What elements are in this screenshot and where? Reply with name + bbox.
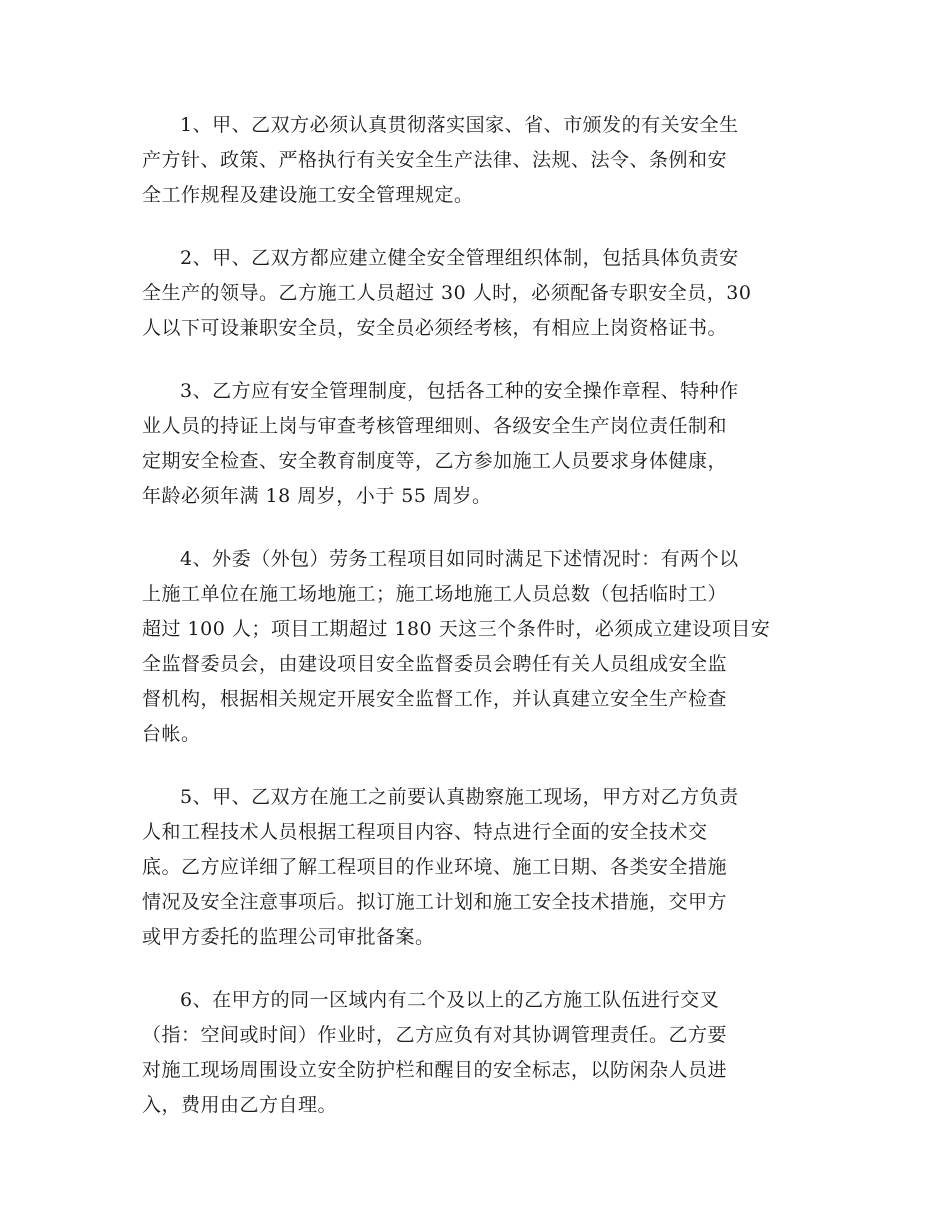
clause-5-line-2: 人和工程技术人员根据工程项目内容、特点进行全面的安全技术交 [142,821,708,843]
clause-4-line-1: 4、外委（外包）劳务工程项目如同时满足下述情况时：有两个以 [180,548,739,570]
clause-5 [142,780,810,955]
document-body [142,108,810,1151]
clause-5-line-4: 情况及安全注意事项后。拟订施工计划和施工安全技术措施，交甲方 [142,891,728,913]
clause-3-line-2: 业人员的持证上岗与审查考核管理细则、各级安全生产岗位责任制和 [142,415,728,437]
clause-6-line-2: （指：空间或时间）作业时，乙方应负有对其协调管理责任。乙方要 [142,1024,728,1046]
clause-2-line-1: 2、甲、乙双方都应建立健全安全管理组织体制，包括具体负责安 [180,247,739,269]
clause-1 [142,108,810,213]
clause-3-line-1: 3、乙方应有安全管理制度，包括各工种的安全操作章程、特种作 [180,380,739,402]
clause-4-line-5: 督机构，根据相关规定开展安全监督工作，并认真建立安全生产检查 [142,688,728,710]
clause-3-line-3: 定期安全检查、安全教育制度等，乙方参加施工人员要求身体健康， [142,450,728,472]
clause-4-line-4: 全监督委员会，由建设项目安全监督委员会聘任有关人员组成安全监 [142,653,728,675]
clause-6-line-3: 对施工现场周围设立安全防护栏和醒目的安全标志，以防闲杂人员进 [142,1059,728,1081]
clause-2-line-2: 全生产的领导。乙方施工人员超过 30 人时，必须配备专职安全员，30 [142,282,752,304]
clause-5-line-3: 底。乙方应详细了解工程项目的作业环境、施工日期、各类安全措施 [142,856,728,878]
clause-2 [142,241,810,346]
clause-2-line-3: 人以下可设兼职安全员，安全员必须经考核，有相应上岗资格证书。 [142,317,728,339]
clause-1-line-2: 产方针、政策、严格执行有关安全生产法律、法规、法令、条例和安 [142,149,728,171]
clause-1-line-1: 1、甲、乙双方必须认真贯彻落实国家、省、市颁发的有关安全生 [180,114,739,136]
clause-3 [142,374,810,514]
clause-4-line-3: 超过 100 人；项目工期超过 180 天这三个条件时，必须成立建设项目安 [142,618,771,640]
clause-4-line-2: 上施工单位在施工场地施工；施工场地施工人员总数（包括临时工） [142,583,728,605]
clause-6 [142,983,810,1123]
clause-1-line-3: 全工作规程及建设施工安全管理规定。 [142,184,474,206]
clause-5-line-1: 5、甲、乙双方在施工之前要认真勘察施工现场，甲方对乙方负责 [180,786,739,808]
clause-4-line-6: 台帐。 [142,723,201,745]
clause-6-line-4: 入，费用由乙方自理。 [142,1094,338,1116]
clause-6-line-1: 6、在甲方的同一区域内有二个及以上的乙方施工队伍进行交叉 [180,989,720,1011]
clause-3-line-4: 年龄必须年满 18 周岁，小于 55 周岁。 [142,485,492,507]
clause-5-line-5: 或甲方委托的监理公司审批备案。 [142,926,435,948]
clause-4 [142,542,810,752]
